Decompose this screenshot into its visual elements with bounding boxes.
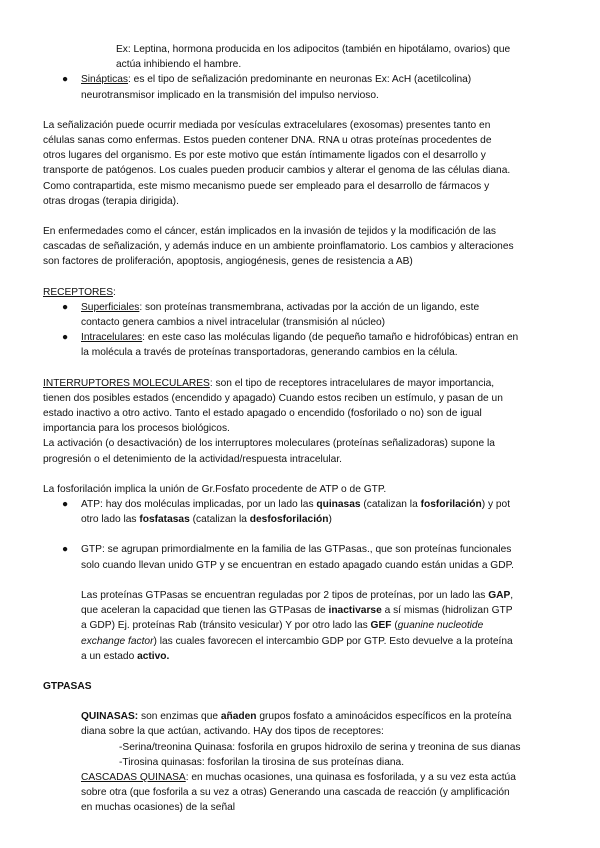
paragraph-line: importancia para los procesos biológicos. xyxy=(43,423,230,435)
bullet-item-sinapticas xyxy=(43,72,562,102)
term-guanine-nucleotide: guanine nucleotide xyxy=(397,620,484,632)
paragraph-line: cascadas de señalización, y además induce en un ambiente proinflamatorio. Los cambios y alteraciones xyxy=(43,241,514,253)
text-fragment: : xyxy=(113,286,116,298)
text-fragment: ATP: hay dos moléculas implicadas, por un lado las xyxy=(81,499,317,511)
gtpasas-section xyxy=(43,679,562,816)
bullet-item-atp xyxy=(43,497,562,527)
section-heading xyxy=(43,679,562,694)
vesiculas-paragraph xyxy=(43,118,562,209)
paragraph-line: La señalización puede ocurrir mediada por vesículas extracelulares (exosomas) presentes tanto en xyxy=(43,119,491,131)
paragraph-line xyxy=(81,709,562,724)
term-inactivarse: inactivarse xyxy=(328,605,382,617)
paragraph-line xyxy=(81,649,562,664)
text-fragment: que aceleran la capacidad que tienen las GTPasas de xyxy=(81,605,329,617)
paragraph-line: células sanas como enfermas. Estos pueden contener DNA. RNA u otras proteínas procedentes de xyxy=(43,135,492,147)
paragraph-line: transporte de patógenos. Los cuales pueden producir cambios y alterar el genoma de las células diana. xyxy=(43,165,511,177)
heading-gtpasas: GTPASAS xyxy=(43,680,92,692)
text-fragment: : en este caso las moléculas ligando (de pequeño tamaño e hidrofóbicas) entran en xyxy=(142,332,519,344)
term-gef: GEF xyxy=(370,620,392,632)
text-fragment: : en muchas ocasiones, una quinasa es fosforilada, y a su vez esta actúa xyxy=(185,771,516,783)
bullet-text xyxy=(81,330,562,345)
list-line-serina: -Serina/treonina Quinasa: fosforila en grupos hidroxilo de serina y treonina de sus dianas xyxy=(119,741,521,753)
paragraph-line: otros lugares del organismo. Es por este motivo que están íntimamente ligados con el desarrollo y xyxy=(43,150,486,162)
cancer-paragraph xyxy=(43,224,562,270)
text-fragment: : son proteínas transmembrana, activadas por la acción de un ligando, este xyxy=(139,301,480,313)
term-gap: GAP xyxy=(488,589,511,601)
paragraph-line xyxy=(81,588,562,603)
bullet-dot: ● xyxy=(62,544,69,556)
paragraph-line: progresión o el detenimiento de la actividad/respuesta intracelular. xyxy=(43,453,343,465)
text-fragment: son enzimas que xyxy=(138,711,221,723)
heading-receptores: RECEPTORES xyxy=(43,286,114,298)
text-fragment: a un estado xyxy=(81,650,138,662)
paragraph-line xyxy=(81,770,562,785)
section-heading xyxy=(43,285,562,300)
quinasas-paragraph xyxy=(81,709,562,815)
paragraph-line: otras drogas (terapia dirigida). xyxy=(43,195,179,207)
paragraph-line xyxy=(81,603,562,618)
example-line: Ex: Leptina, hormona producida en los adipocitos (también en hipotálamo, ovarios) que xyxy=(116,44,511,55)
paragraph-line: tienen dos posibles estados (encendido y apagado) Cuando estos reciben un estímulo, y pasan de un xyxy=(43,392,503,404)
heading-interruptores: INTERRUPTORES MOLECULARES xyxy=(43,377,210,389)
text-fragment: , xyxy=(510,589,514,601)
bullet-dot: ● xyxy=(62,301,69,313)
text-fragment: otro lado las xyxy=(81,514,140,526)
bullet-item-superficiales xyxy=(43,300,562,330)
term-exchange-factor: exchange factor xyxy=(81,635,154,647)
bullet-dot: ● xyxy=(62,74,69,86)
text-fragment: ) xyxy=(328,514,332,526)
bullet-item-intracelulares xyxy=(43,330,562,360)
bullet-text: la molécula a través de proteínas transportadoras, generando cambios en la célula. xyxy=(81,347,458,359)
paragraph-line: son factores de proliferación, apoptosis, angiogénesis, genes de resistencia a AB) xyxy=(43,256,413,268)
term-desfosforilacion: desfosforilación xyxy=(249,514,329,526)
bullet-text xyxy=(81,72,562,87)
gtpasas-regulation-paragraph xyxy=(81,588,562,664)
fosforilacion-section xyxy=(43,482,562,664)
term-fosforilacion: fosforilación xyxy=(420,499,482,511)
paragraph-line: Como contrapartida, este mismo mecanismo puede ser empleado para el desarrollo de fármacos y xyxy=(43,180,490,192)
text-fragment: Las proteínas GTPasas se encuentran reguladas por 2 tipos de proteínas, por un lado las xyxy=(81,589,489,601)
text-fragment: ( xyxy=(391,620,398,632)
text-fragment: ) y pot xyxy=(481,499,511,511)
paragraph-line xyxy=(43,376,562,391)
term-intracelulares: Intracelulares xyxy=(81,332,143,344)
paragraph-line xyxy=(81,634,562,649)
bullet-text xyxy=(81,512,562,527)
term-anaden: añaden xyxy=(220,711,257,723)
list-line-tirosina: -Tirosina quinasas: fosforilan la tirosina de sus proteínas diana. xyxy=(119,756,405,768)
bullet-text xyxy=(81,300,562,315)
text-fragment: (catalizan la xyxy=(189,514,250,526)
term-cascadas-quinasa: CASCADAS QUINASA xyxy=(81,771,186,783)
paragraph-line: La fosforilación implica la unión de Gr.Fosfato procedente de ATP o de GTP. xyxy=(43,483,387,495)
text-fragment: grupos fosfato a aminoácidos específicos en la proteína xyxy=(256,711,512,723)
bullet-text: GTP: se agrupan primordialmente en la familia de las GTPasas., que son proteínas funcionales xyxy=(81,544,512,556)
bullet-text: contacto genera cambios a nivel intracelular (transmisión al núcleo) xyxy=(81,317,386,329)
text-fragment: : es el tipo de señalización predominante en neuronas Ex: AcH (acetilcolina) xyxy=(128,74,472,86)
text-fragment: a sí mismas (hidrolizan GTP xyxy=(381,605,513,617)
bullet-text xyxy=(81,497,562,512)
paragraph-line: La activación (o desactivación) de los interruptores moleculares (proteínas señalizadoras) supone la xyxy=(43,438,495,450)
paragraph-line: sobre otra (que fosforila a su vez a otras) Generando una cascada de reacción (y amplificación xyxy=(81,787,510,799)
term-sinapticas: Sinápticas xyxy=(81,74,129,86)
text-fragment: ) las cuales favorecen el intercambio GDP por GTP. Esto devuelve a la proteína xyxy=(153,635,513,647)
paragraph-line: En enfermedades como el cáncer, están implicados en la invasión de tejidos y la modificación de las xyxy=(43,226,497,238)
interruptores-section xyxy=(43,376,562,467)
bullet-text: neurotransmisor implicado en la transmisión del impulso nervioso. xyxy=(81,89,379,101)
term-quinasas-heading: QUINASAS: xyxy=(81,711,139,723)
paragraph-line xyxy=(81,618,562,633)
paragraph-line: estado inactivo a otro activo. Tanto el estado apagado o encendido (fosforilado o no) son de igual xyxy=(43,408,482,420)
paragraph-line: en muchas ocasiones) de la señal xyxy=(81,802,236,814)
example-line: actúa inhibiendo el hambre. xyxy=(116,59,242,71)
bullet-item-gtp xyxy=(43,542,562,572)
bullet-dot: ● xyxy=(62,499,69,511)
term-fosfatasas: fosfatasas xyxy=(139,514,190,526)
intro-section xyxy=(43,42,562,103)
term-quinasas: quinasas xyxy=(316,499,361,511)
term-activo: activo. xyxy=(137,650,170,662)
bullet-text: solo cuando llevan unido GTP y se encuentran en estado apagado cuando están unidas a GDP. xyxy=(81,559,514,571)
text-fragment: (catalizan la xyxy=(360,499,421,511)
text-fragment: a GDP) Ej. proteínas Rab (tránsito vesicular) Y por otro lado las xyxy=(81,620,371,632)
term-superficiales: Superficiales xyxy=(81,301,140,313)
paragraph-line: diana sobre la que actúan, activando. HAy dos tipos de receptores: xyxy=(81,726,384,738)
receptores-section xyxy=(43,285,562,361)
text-fragment: : son el tipo de receptores intracelulares de mayor importancia, xyxy=(209,377,495,389)
bullet-dot: ● xyxy=(62,332,69,344)
